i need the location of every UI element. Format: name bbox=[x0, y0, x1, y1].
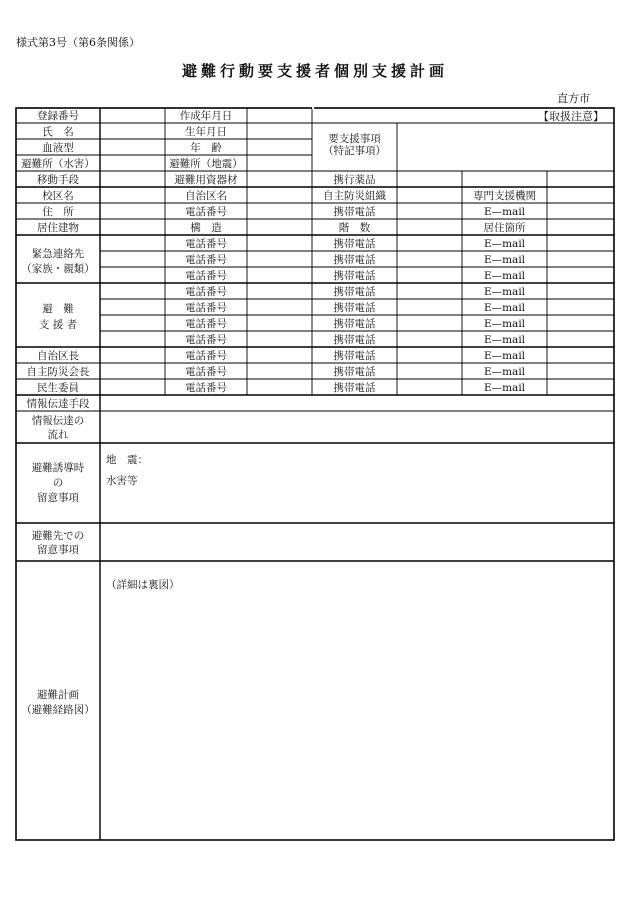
supporter-mobile-label: 携帯電話 bbox=[333, 318, 376, 330]
support-agency-label: 専門支援機関 bbox=[473, 190, 536, 202]
structure-label: 構 造 bbox=[190, 222, 222, 234]
supporter-phone-label: 電話番号 bbox=[185, 286, 227, 298]
supporter-email-label: E—mail bbox=[483, 286, 526, 298]
address-label: 住 所 bbox=[42, 206, 74, 218]
disaster-org-label: 自主防災組織 bbox=[323, 190, 386, 202]
supporter-email-label: E—mail bbox=[483, 302, 526, 314]
supporter-email-label: E—mail bbox=[483, 318, 526, 330]
name-label: 氏 名 bbox=[42, 126, 74, 138]
plan-detail-note: （詳細は裏図） bbox=[106, 579, 180, 591]
emergency-email-label: E—mail bbox=[483, 254, 526, 266]
transport-label: 移動手段 bbox=[37, 174, 79, 186]
info-means-label: 情報伝達手段 bbox=[26, 398, 90, 410]
disaster-chief-label: 自主防災会長 bbox=[26, 366, 90, 378]
special-notes-label: 要支援事項 （特記事項） bbox=[323, 133, 386, 157]
email-label: E—mail bbox=[483, 206, 526, 218]
phone-label: 電話番号 bbox=[185, 206, 227, 218]
supporter-phone-label: 電話番号 bbox=[185, 334, 227, 346]
birth-date-label: 生年月日 bbox=[185, 126, 227, 138]
emergency-mobile-label: 携帯電話 bbox=[333, 238, 376, 250]
emergency-email-label: E—mail bbox=[483, 270, 526, 282]
form-number: 様式第3号（第6条関係） bbox=[16, 36, 140, 49]
shelter-notes-label: 避難先での 留意事項 bbox=[31, 530, 85, 556]
evac-supplies-label: 避難用資器材 bbox=[174, 174, 238, 186]
age-label: 年 齢 bbox=[190, 142, 222, 154]
handling-notice: 【取扱注意】 bbox=[538, 110, 604, 123]
created-date-label: 作成年月日 bbox=[179, 110, 233, 122]
living-location-label: 居住箇所 bbox=[483, 222, 526, 234]
evac-guidance-label: 避難誘導時 の 留意事項 bbox=[31, 462, 85, 504]
registration-no-label: 登録番号 bbox=[37, 110, 79, 122]
supporter-mobile-label: 携帯電話 bbox=[333, 334, 376, 346]
welfare-phone-label: 電話番号 bbox=[185, 382, 227, 394]
welfare-commissioner-label: 民生委員 bbox=[37, 382, 79, 394]
evac-plan-label: 避難計画 （避難経路図） bbox=[21, 689, 95, 716]
welfare-mobile-label: 携帯電話 bbox=[333, 382, 376, 394]
emergency-phone-label: 電話番号 bbox=[185, 254, 227, 266]
disaster-chief-mobile-label: 携帯電話 bbox=[333, 366, 376, 378]
ward-chief-label: 自治区長 bbox=[37, 350, 79, 362]
floors-label: 階 数 bbox=[338, 222, 371, 234]
emergency-email-label: E—mail bbox=[483, 238, 526, 250]
info-flow-label: 情報伝達の 流れ bbox=[31, 415, 85, 441]
flood-label: 水害等 bbox=[106, 475, 138, 487]
city-name: 直方市 bbox=[557, 92, 590, 105]
emergency-mobile-label: 携帯電話 bbox=[333, 254, 376, 266]
community-assoc-label: 自治区名 bbox=[185, 190, 227, 202]
disaster-chief-email-label: E—mail bbox=[483, 366, 526, 378]
school-district-label: 校区名 bbox=[42, 190, 74, 202]
supporter-mobile-label: 携帯電話 bbox=[333, 302, 376, 314]
disaster-chief-phone-label: 電話番号 bbox=[185, 366, 227, 378]
emergency-phone-label: 電話番号 bbox=[185, 238, 227, 250]
evac-supporter-label: 避 難 支 援 者 bbox=[38, 303, 78, 331]
building-label: 居住建物 bbox=[37, 222, 79, 234]
supporter-phone-label: 電話番号 bbox=[185, 318, 227, 330]
supporter-phone-label: 電話番号 bbox=[185, 302, 227, 314]
supporter-email-label: E—mail bbox=[483, 334, 526, 346]
ward-chief-mobile-label: 携帯電話 bbox=[333, 350, 376, 362]
medicine-label: 携行薬品 bbox=[333, 174, 376, 186]
emergency-contact-label: 緊急連絡先 （家族・親類） bbox=[21, 248, 95, 275]
shelter-quake-label: 避難所（地震） bbox=[169, 158, 243, 170]
welfare-email-label: E—mail bbox=[483, 382, 526, 394]
shelter-flood-label: 避難所（水害） bbox=[21, 158, 95, 170]
supporter-mobile-label: 携帯電話 bbox=[333, 286, 376, 298]
emergency-mobile-label: 携帯電話 bbox=[333, 270, 376, 282]
blood-type-label: 血液型 bbox=[42, 142, 74, 154]
page-title: 避難行動要支援者個別支援計画 bbox=[181, 62, 448, 80]
emergency-phone-label: 電話番号 bbox=[185, 270, 227, 282]
quake-label: 地 震： bbox=[106, 454, 148, 466]
ward-chief-email-label: E—mail bbox=[483, 350, 526, 362]
mobile-label: 携帯電話 bbox=[333, 206, 376, 218]
ward-chief-phone-label: 電話番号 bbox=[185, 350, 227, 362]
